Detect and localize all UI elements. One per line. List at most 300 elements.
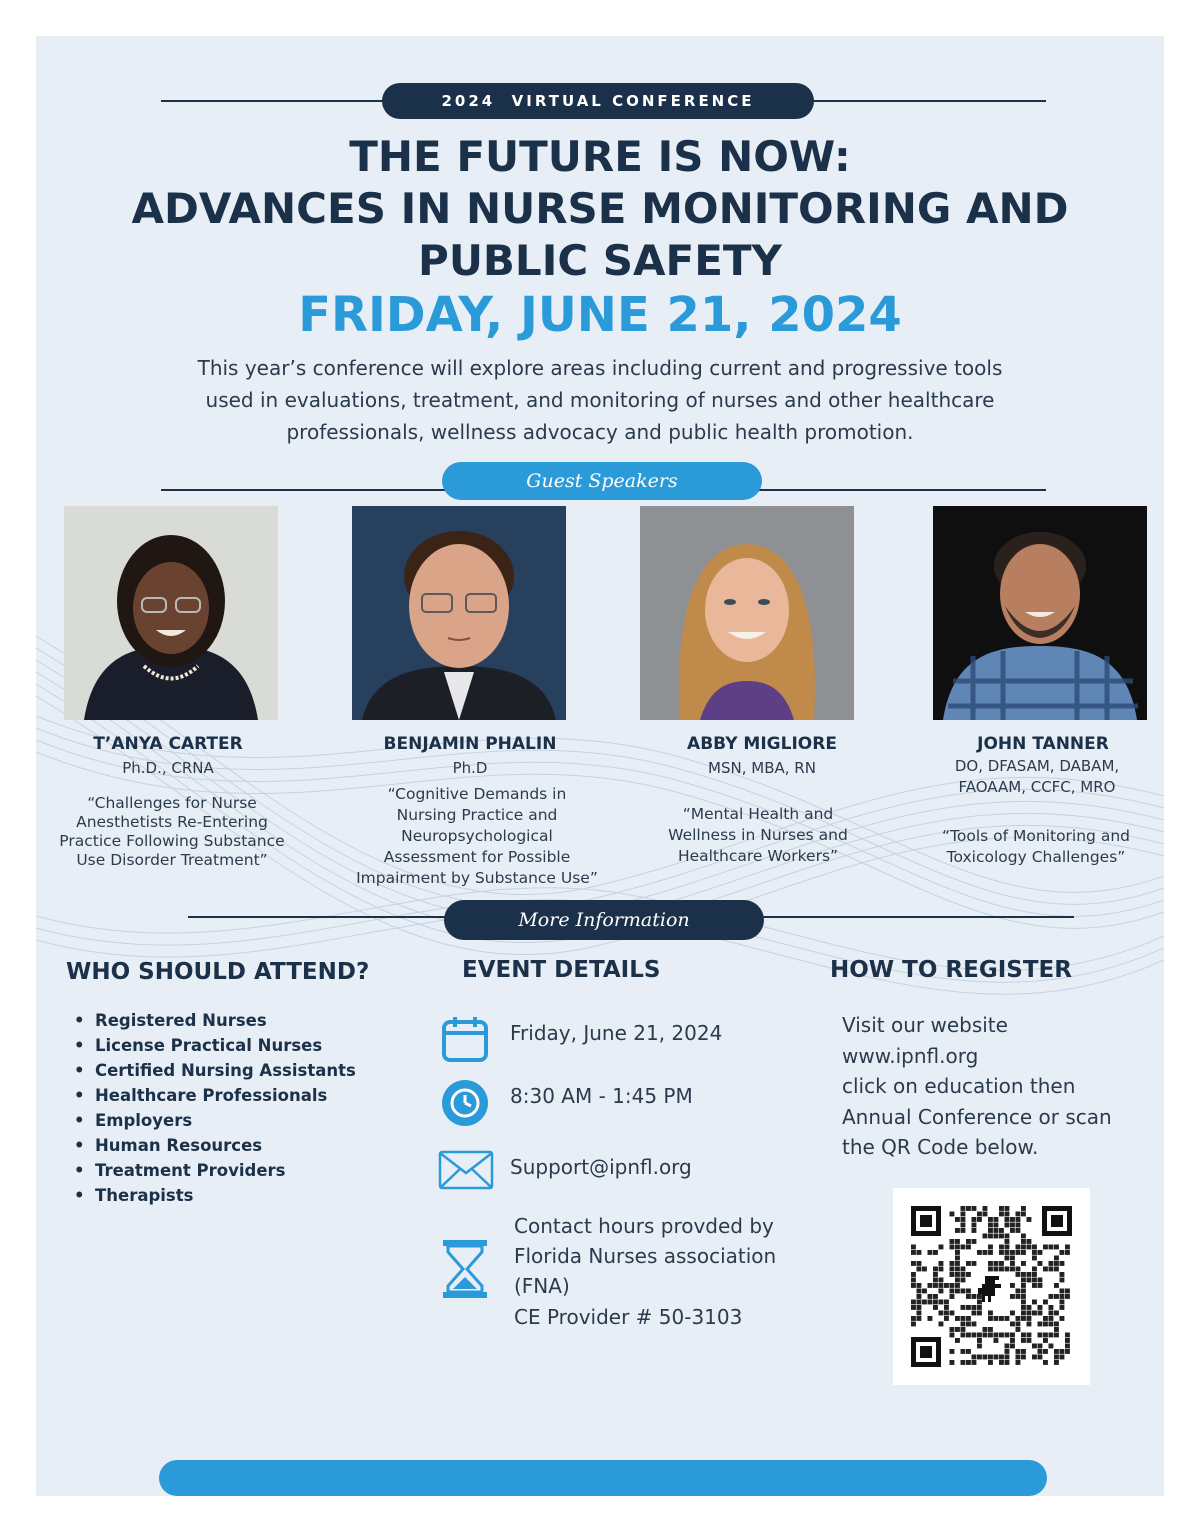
qr-module: [988, 1261, 993, 1266]
qr-module: [972, 1223, 977, 1228]
qr-module: [1016, 1228, 1021, 1233]
qr-module: [911, 1245, 916, 1250]
qr-module: [1021, 1234, 1026, 1239]
qr-module: [950, 1245, 955, 1250]
qr-module: [966, 1316, 971, 1321]
qr-module: [917, 1283, 922, 1288]
support-email-link[interactable]: Support@ipnfl.org: [510, 1155, 692, 1179]
event-date-headline: FRIDAY, JUNE 21, 2024: [298, 287, 902, 343]
speaker-credentials-1: Ph.D., CRNA: [122, 759, 214, 777]
qr-module: [977, 1311, 982, 1316]
qr-module: [1021, 1355, 1026, 1360]
header-rule-left: [161, 100, 391, 102]
qr-module: [955, 1272, 960, 1277]
qr-module: [966, 1289, 971, 1294]
qr-module: [1054, 1360, 1059, 1365]
qr-module: [911, 1261, 916, 1266]
qr-module: [977, 1212, 982, 1217]
qr-module: [961, 1327, 966, 1332]
speaker-credentials-3: MSN, MBA, RN: [708, 759, 816, 777]
qr-module: [1065, 1349, 1070, 1354]
qr-module: [1010, 1344, 1015, 1349]
qr-module: [961, 1272, 966, 1277]
qr-module: [950, 1272, 955, 1277]
qr-module: [1005, 1223, 1010, 1228]
qr-module: [972, 1333, 977, 1338]
qr-module: [1065, 1294, 1070, 1299]
qr-module: [972, 1206, 977, 1211]
qr-module: [988, 1228, 993, 1233]
qr-module: [950, 1294, 955, 1299]
qr-module: [961, 1305, 966, 1310]
qr-module: [988, 1316, 993, 1321]
title-line-3: PUBLIC SAFETY: [418, 236, 782, 285]
qr-module: [1016, 1245, 1021, 1250]
qr-module: [988, 1245, 993, 1250]
qr-module: [999, 1228, 1004, 1233]
qr-module: [966, 1333, 971, 1338]
speaker-name-4: JOHN TANNER: [977, 734, 1109, 754]
qr-module: [1010, 1283, 1015, 1288]
qr-module: [988, 1311, 993, 1316]
qr-module: [933, 1283, 938, 1288]
qr-module: [1005, 1212, 1010, 1217]
qr-module: [977, 1338, 982, 1343]
qr-module: [955, 1278, 960, 1283]
qr-module: [1016, 1217, 1021, 1222]
qr-module: [1054, 1294, 1059, 1299]
qr-module: [1027, 1338, 1032, 1343]
qr-module: [961, 1223, 966, 1228]
qr-module: [1027, 1239, 1032, 1244]
qr-module: [928, 1294, 933, 1299]
qr-module: [994, 1267, 999, 1272]
qr-module: [1032, 1344, 1037, 1349]
qr-module: [1043, 1300, 1048, 1305]
qr-module: [972, 1217, 977, 1222]
qr-module: [955, 1289, 960, 1294]
qr-module: [1021, 1311, 1026, 1316]
qr-module: [1027, 1278, 1032, 1283]
qr-module: [1043, 1322, 1048, 1327]
speaker-name-3: ABBY MIGLIORE: [687, 734, 837, 754]
qr-module: [966, 1261, 971, 1266]
qr-module: [994, 1316, 999, 1321]
qr-module: [939, 1300, 944, 1305]
qr-module: [1054, 1322, 1059, 1327]
qr-module: [961, 1217, 966, 1222]
qr-module: [961, 1289, 966, 1294]
qr-module: [1060, 1316, 1065, 1321]
qr-module: [994, 1333, 999, 1338]
qr-module: [1065, 1333, 1070, 1338]
qr-module: [1016, 1250, 1021, 1255]
qr-module: [1032, 1267, 1037, 1272]
qr-module: [961, 1228, 966, 1233]
qr-module: [911, 1278, 916, 1283]
qr-module: [1016, 1327, 1021, 1332]
qr-module: [994, 1217, 999, 1222]
qr-module: [955, 1316, 960, 1321]
qr-module: [1043, 1349, 1048, 1354]
qr-module: [961, 1245, 966, 1250]
qr-module: [1054, 1349, 1059, 1354]
qr-module: [911, 1316, 916, 1321]
qr-module: [1060, 1278, 1065, 1283]
qr-module: [917, 1250, 922, 1255]
qr-module: [1032, 1272, 1037, 1277]
qr-module: [1038, 1261, 1043, 1266]
qr-module: [1021, 1245, 1026, 1250]
qr-module: [955, 1245, 960, 1250]
qr-module: [955, 1250, 960, 1255]
register-heading: HOW TO REGISTER: [830, 957, 1072, 983]
list-item: • Registered Nurses: [74, 1008, 356, 1033]
qr-module: [1027, 1217, 1032, 1222]
qr-module: [950, 1267, 955, 1272]
qr-module: [994, 1355, 999, 1360]
calendar-icon: [440, 1014, 490, 1064]
qr-module: [1021, 1300, 1026, 1305]
qr-module: [955, 1261, 960, 1266]
qr-module: [1038, 1355, 1043, 1360]
qr-module: [1010, 1250, 1015, 1255]
qr-module: [988, 1355, 993, 1360]
qr-module: [1027, 1322, 1032, 1327]
qr-module: [1021, 1316, 1026, 1321]
qr-module: [972, 1360, 977, 1365]
qr-module: [1005, 1344, 1010, 1349]
qr-module: [994, 1228, 999, 1233]
event-details-heading: EVENT DETAILS: [462, 957, 661, 983]
qr-module: [933, 1278, 938, 1283]
qr-module: [961, 1322, 966, 1327]
qr-module: [1054, 1327, 1059, 1332]
qr-module: [977, 1217, 982, 1222]
qr-module: [1038, 1250, 1043, 1255]
qr-module: [977, 1300, 982, 1305]
info-rule-left: [188, 916, 458, 918]
qr-module: [1049, 1322, 1054, 1327]
qr-module: [1005, 1256, 1010, 1261]
header-rule-right: [808, 100, 1046, 102]
qr-module: [917, 1294, 922, 1299]
qr-module: [1010, 1256, 1015, 1261]
event-time-text: 8:30 AM - 1:45 PM: [510, 1084, 693, 1108]
qr-module: [911, 1250, 916, 1255]
qr-module: [988, 1250, 993, 1255]
qr-module: [999, 1245, 1004, 1250]
qr-module: [933, 1300, 938, 1305]
qr-module: [972, 1311, 977, 1316]
qr-module: [1021, 1212, 1026, 1217]
qr-module: [1027, 1333, 1032, 1338]
qr-module: [1054, 1245, 1059, 1250]
qr-module: [950, 1289, 955, 1294]
qr-module: [983, 1234, 988, 1239]
qr-module: [1060, 1300, 1065, 1305]
qr-module: [1005, 1333, 1010, 1338]
qr-module: [922, 1300, 927, 1305]
qr-module: [1043, 1267, 1048, 1272]
list-item: • Human Resources: [74, 1133, 356, 1158]
qr-module: [939, 1289, 944, 1294]
qr-module: [1060, 1305, 1065, 1310]
qr-module: [1038, 1278, 1043, 1283]
qr-module: [950, 1239, 955, 1244]
clock-icon: [440, 1078, 490, 1128]
qr-module: [999, 1206, 1004, 1211]
qr-module: [1054, 1267, 1059, 1272]
speaker-name-1: T’ANYA CARTER: [93, 734, 243, 754]
qr-module: [1010, 1261, 1015, 1266]
event-date-text: Friday, June 21, 2024: [510, 1021, 723, 1045]
qr-module: [933, 1305, 938, 1310]
qr-module: [966, 1322, 971, 1327]
qr-module: [944, 1311, 949, 1316]
qr-module: [1021, 1289, 1026, 1294]
qr-module: [1021, 1338, 1026, 1343]
qr-module: [1021, 1283, 1026, 1288]
speaker-photo-john-tanner: [933, 506, 1147, 720]
info-rule-right: [756, 916, 1074, 918]
qr-module: [1021, 1250, 1026, 1255]
qr-module: [911, 1272, 916, 1277]
qr-module: [972, 1305, 977, 1310]
qr-module: [1032, 1283, 1037, 1288]
list-item: • Treatment Providers: [74, 1158, 356, 1183]
qr-module: [966, 1206, 971, 1211]
qr-module: [1021, 1333, 1026, 1338]
qr-module: [999, 1261, 1004, 1266]
qr-module: [999, 1360, 1004, 1365]
qr-module: [917, 1311, 922, 1316]
qr-module: [939, 1261, 944, 1266]
qr-module: [994, 1338, 999, 1343]
qr-module: [1027, 1311, 1032, 1316]
qr-module: [966, 1294, 971, 1299]
qr-module: [1065, 1344, 1070, 1349]
qr-module: [988, 1217, 993, 1222]
qr-module: [994, 1223, 999, 1228]
qr-module: [1043, 1316, 1048, 1321]
list-item: • Healthcare Professionals: [74, 1083, 356, 1108]
qr-module: [1005, 1355, 1010, 1360]
qr-module: [961, 1333, 966, 1338]
qr-module: [1032, 1278, 1037, 1283]
qr-module: [955, 1228, 960, 1233]
qr-module: [950, 1333, 955, 1338]
qr-module: [944, 1300, 949, 1305]
qr-module: [1005, 1349, 1010, 1354]
speaker-credentials-4b: FAOAAM, CCFC, MRO: [958, 778, 1116, 796]
qr-module: [961, 1267, 966, 1272]
qr-module: [1010, 1223, 1015, 1228]
qr-module: [1032, 1355, 1037, 1360]
qr-module: [972, 1294, 977, 1299]
speaker-credentials-2: Ph.D: [452, 759, 488, 777]
qr-module: [966, 1239, 971, 1244]
qr-module: [950, 1360, 955, 1365]
qr-module: [966, 1305, 971, 1310]
qr-module: [1005, 1250, 1010, 1255]
qr-module: [955, 1338, 960, 1343]
qr-module: [966, 1245, 971, 1250]
qr-module: [1021, 1272, 1026, 1277]
qr-module: [1060, 1261, 1065, 1266]
qr-module: [972, 1228, 977, 1233]
qr-module: [1027, 1316, 1032, 1321]
qr-module: [955, 1327, 960, 1332]
qr-module: [1027, 1245, 1032, 1250]
qr-module: [1010, 1228, 1015, 1233]
qr-module: [1049, 1311, 1054, 1316]
qr-module: [911, 1283, 916, 1288]
qr-module: [955, 1239, 960, 1244]
qr-module: [1038, 1349, 1043, 1354]
qr-module: [911, 1322, 916, 1327]
qr-module: [961, 1360, 966, 1365]
qr-module: [1049, 1305, 1054, 1310]
qr-module: [1038, 1344, 1043, 1349]
qr-module: [917, 1305, 922, 1310]
qr-module: [1060, 1250, 1065, 1255]
speaker-photo-benjamin-phalin: [352, 506, 566, 720]
qr-module: [1049, 1261, 1054, 1266]
qr-module: [1054, 1283, 1059, 1288]
qr-module: [917, 1267, 922, 1272]
qr-module: [1005, 1239, 1010, 1244]
qr-module: [988, 1234, 993, 1239]
qr-module: [1005, 1316, 1010, 1321]
qr-module: [1021, 1278, 1026, 1283]
qr-module: [1016, 1289, 1021, 1294]
qr-module: [977, 1250, 982, 1255]
qr-module: [972, 1261, 977, 1266]
qr-module: [1016, 1355, 1021, 1360]
qr-module: [1010, 1338, 1015, 1343]
qr-module: [928, 1300, 933, 1305]
qr-module: [1010, 1217, 1015, 1222]
qr-module: [1005, 1267, 1010, 1272]
envelope-icon: [438, 1150, 494, 1190]
qr-module: [1032, 1300, 1037, 1305]
qr-module: [1032, 1311, 1037, 1316]
qr-module: [983, 1250, 988, 1255]
qr-module: [1038, 1322, 1043, 1327]
speakers-rule-left: [161, 489, 451, 491]
qr-module: [1016, 1294, 1021, 1299]
qr-module: [988, 1327, 993, 1332]
qr-module: [961, 1212, 966, 1217]
qr-module: [972, 1355, 977, 1360]
qr-module: [922, 1289, 927, 1294]
qr-module: [1021, 1261, 1026, 1266]
qr-module: [988, 1267, 993, 1272]
speaker-photo-abby-migliore: [640, 506, 854, 720]
registration-qr-code[interactable]: [893, 1188, 1090, 1385]
qr-module: [950, 1311, 955, 1316]
qr-module: [939, 1245, 944, 1250]
qr-module: [933, 1272, 938, 1277]
qr-module: [999, 1267, 1004, 1272]
qr-module: [939, 1322, 944, 1327]
register-instructions: Visit our website www.ipnfl.org click on education then Annual Conference or scan the QR Code below.: [842, 1010, 1162, 1163]
qr-module: [999, 1234, 1004, 1239]
speakers-rule-right: [756, 489, 1046, 491]
qr-module: [1060, 1294, 1065, 1299]
list-item: • Therapists: [74, 1183, 356, 1208]
qr-module: [939, 1311, 944, 1316]
qr-module: [917, 1316, 922, 1321]
qr-module: [944, 1316, 949, 1321]
qr-module: [1049, 1245, 1054, 1250]
qr-module: [977, 1294, 982, 1299]
qr-module: [972, 1239, 977, 1244]
qr-module: [983, 1333, 988, 1338]
qr-module: [944, 1305, 949, 1310]
qr-module: [933, 1294, 938, 1299]
qr-module: [1054, 1333, 1059, 1338]
qr-module: [1038, 1333, 1043, 1338]
qr-module: [928, 1250, 933, 1255]
qr-module: [1032, 1250, 1037, 1255]
bottom-bar: [159, 1460, 1047, 1496]
qr-module: [917, 1300, 922, 1305]
qr-module: [955, 1256, 960, 1261]
qr-module: [961, 1349, 966, 1354]
attend-heading: WHO SHOULD ATTEND?: [66, 959, 370, 985]
qr-module: [961, 1206, 966, 1211]
qr-module: [988, 1360, 993, 1365]
qr-module: [1010, 1333, 1015, 1338]
list-item: • Certified Nursing Assistants: [74, 1058, 356, 1083]
qr-module: [939, 1278, 944, 1283]
qr-module: [999, 1250, 1004, 1255]
qr-module: [950, 1283, 955, 1288]
qr-module: [1060, 1272, 1065, 1277]
more-information-label: More Information: [444, 900, 764, 940]
qr-module: [1060, 1355, 1065, 1360]
qr-module: [977, 1333, 982, 1338]
qr-module: [1010, 1294, 1015, 1299]
qr-module: [1016, 1267, 1021, 1272]
qr-module: [1038, 1283, 1043, 1288]
qr-module: [1043, 1333, 1048, 1338]
qr-module: [1049, 1294, 1054, 1299]
qr-module: [1038, 1311, 1043, 1316]
qr-module: [955, 1217, 960, 1222]
qr-module: [1016, 1212, 1021, 1217]
speaker-name-2: BENJAMIN PHALIN: [383, 734, 557, 754]
qr-module: [983, 1327, 988, 1332]
qr-module: [1038, 1305, 1043, 1310]
hourglass-icon: [440, 1238, 490, 1300]
list-item: • Employers: [74, 1108, 356, 1133]
qr-module: [1054, 1261, 1059, 1266]
qr-module: [966, 1272, 971, 1277]
title-line-2: ADVANCES IN NURSE MONITORING AND: [131, 184, 1069, 233]
qr-module: [999, 1333, 1004, 1338]
conference-badge: 2024 VIRTUAL CONFERENCE: [382, 83, 814, 119]
qr-module: [999, 1316, 1004, 1321]
qr-module: [939, 1283, 944, 1288]
qr-module: [933, 1250, 938, 1255]
qr-module: [1016, 1272, 1021, 1277]
qr-module: [1032, 1245, 1037, 1250]
website-link[interactable]: www.ipnfl.org: [842, 1043, 979, 1068]
qr-module: [988, 1333, 993, 1338]
